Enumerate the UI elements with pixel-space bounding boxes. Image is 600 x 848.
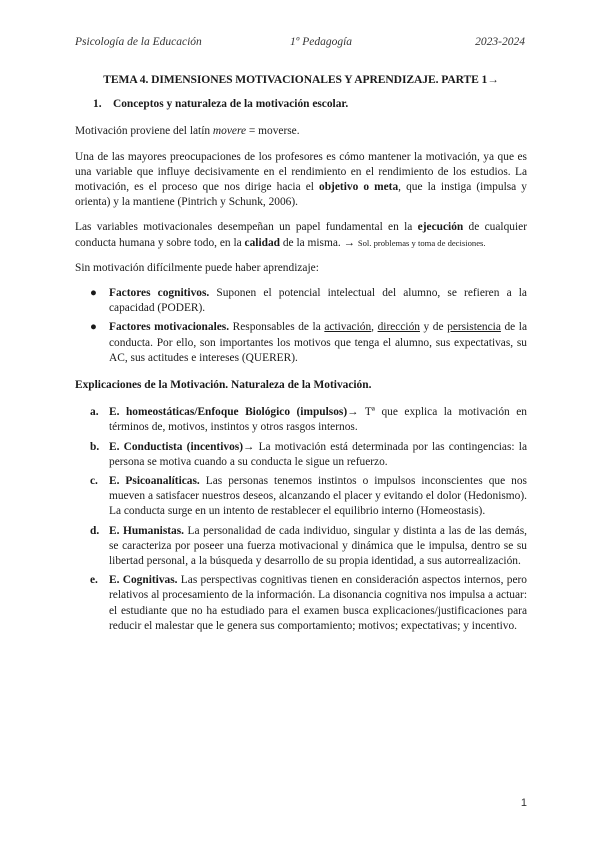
paragraph-intro-list: Sin motivación difícilmente puede haber aprendizaje: [75, 261, 319, 274]
text-span: → La motivación está determinada por las contingencias: la persona se motiva cuando a su conducta le sigue un refuerzo. [109, 440, 527, 468]
bold-term: objetivo o meta [319, 181, 399, 194]
underlined-term: activación [324, 321, 372, 334]
bold-term: E. Cognitivas. [109, 574, 178, 587]
list-item [75, 440, 527, 470]
text-span: de cualquier conducta humana y sobre todo, en la [75, 221, 527, 249]
header-subject: Psicología de la Educación [75, 36, 202, 48]
document-body [75, 72, 527, 638]
bold-term: E. homeostáticas/Enfoque Biológico (impulsos) [109, 406, 348, 419]
text-span: = moverse. [246, 125, 300, 138]
list-letter: b. [90, 440, 100, 453]
text-span: de la conducta. Por ello, son importantes los motivos que tenga el alumno, sus expectativas, su AC, sus actitudes e intereses (QUERER). [109, 321, 528, 364]
section-number: 1. [93, 98, 102, 111]
bold-term: ejecución [417, 221, 464, 234]
list-item [75, 320, 527, 366]
underlined-term: dirección [377, 321, 420, 334]
list-letter: c. [90, 475, 98, 488]
header-course: 1º Pedagogía [290, 36, 353, 48]
paragraph-definition [75, 150, 527, 211]
bold-term: E. Conductista (incentivos) [109, 440, 243, 453]
text-span: La personalidad de cada individuo, singular y distinta a las de las demás, se caracteriza por poseer una fuerza motivacional y dinámica que le impulsa, dentro se su libertad personal, a la búsqueda y desarrollo de su propia identidad, a sus autorrealización. [109, 524, 528, 568]
text-span: Las variables motivacionales desempeñan un papel fundamental en la [75, 221, 418, 234]
bold-term: E. Humanistas. [109, 524, 185, 537]
text-span: Motivación proviene del latín [75, 125, 213, 138]
text-span: y de [419, 321, 448, 334]
text-span: , [371, 321, 378, 334]
text-span: , que la instiga (impulsa y orienta) y la mantiene (Pintrich y Schunk, 2006). [75, 181, 527, 209]
text-span: Responsables de la [229, 321, 325, 334]
factors-list [75, 286, 527, 366]
list-item [75, 405, 527, 435]
text-span: Una de las mayores preocupaciones de los profesores es cómo mantener la motivación, ya que es una variable que influye decisivamente en el rendimiento en el rendimiento de los estudios. La motivación, es el proceso que nos dirige hacia el [75, 150, 527, 194]
page-header [75, 36, 525, 52]
theories-list [75, 405, 527, 634]
paragraph-variables [75, 220, 527, 250]
bold-term: Factores motivacionales. [109, 321, 230, 334]
bold-term: Factores cognitivos. [109, 287, 210, 300]
list-item [75, 474, 527, 520]
list-letter: d. [90, 524, 100, 537]
latin-term: movere [212, 125, 247, 138]
list-item [75, 573, 527, 634]
header-year: 2023-2024 [475, 36, 525, 48]
list-item [75, 524, 527, 570]
list-letter: e. [90, 574, 98, 587]
section-label: Conceptos y naturaleza de la motivación escolar. [113, 98, 349, 111]
bullet-icon: ● [90, 287, 97, 300]
text-span: de la misma. → [280, 236, 358, 249]
page-title: TEMA 4. DIMENSIONES MOTIVACIONALES Y APRENDIZAJE. PARTE 1→ [103, 73, 499, 86]
section-heading [93, 97, 527, 112]
bullet-icon: ● [90, 321, 97, 334]
bold-term: calidad [244, 236, 280, 249]
bold-term: E. Psicoanalíticas. [109, 475, 200, 488]
list-item [75, 286, 527, 316]
text-span: → Tª que explica la motivación en términos de, motivos, instintos y otros rasgos internos. [109, 406, 527, 434]
underlined-term: persistencia [447, 321, 501, 334]
text-span: Las perspectivas cognitivas tienen en consideración aspectos internos, pero relativos al procesamiento de la información. La disonancia cognitiva nos impulsa a actuar: el estudiante que no ha estudiado para el examen busca explicaciones/justificaciones para reducir el malestar que le genera sus comportamiento; motivos; expectativas; y incentivo. [109, 574, 527, 632]
list-letter: a. [90, 406, 99, 419]
paragraph-etymology [75, 124, 527, 139]
side-note: Sol. problemas y toma de decisiones. [357, 237, 486, 248]
text-span: Las personas tenemos instintos o impulsos inconscientes que nos mueven a satisfacer nuestros deseos, alcanzando el placer y evitando el dolor (Hedonismo). La conducta surge en un intento de restablecer el equilibrio interno (Homeostasis). [109, 475, 527, 518]
page-number: 1 [520, 797, 527, 809]
subsection-heading: Explicaciones de la Motivación. Naturaleza de la Motivación. [75, 379, 372, 392]
text-span: Suponen el potencial intelectual del alumno, se refieren a la capacidad (PODER). [109, 287, 527, 315]
